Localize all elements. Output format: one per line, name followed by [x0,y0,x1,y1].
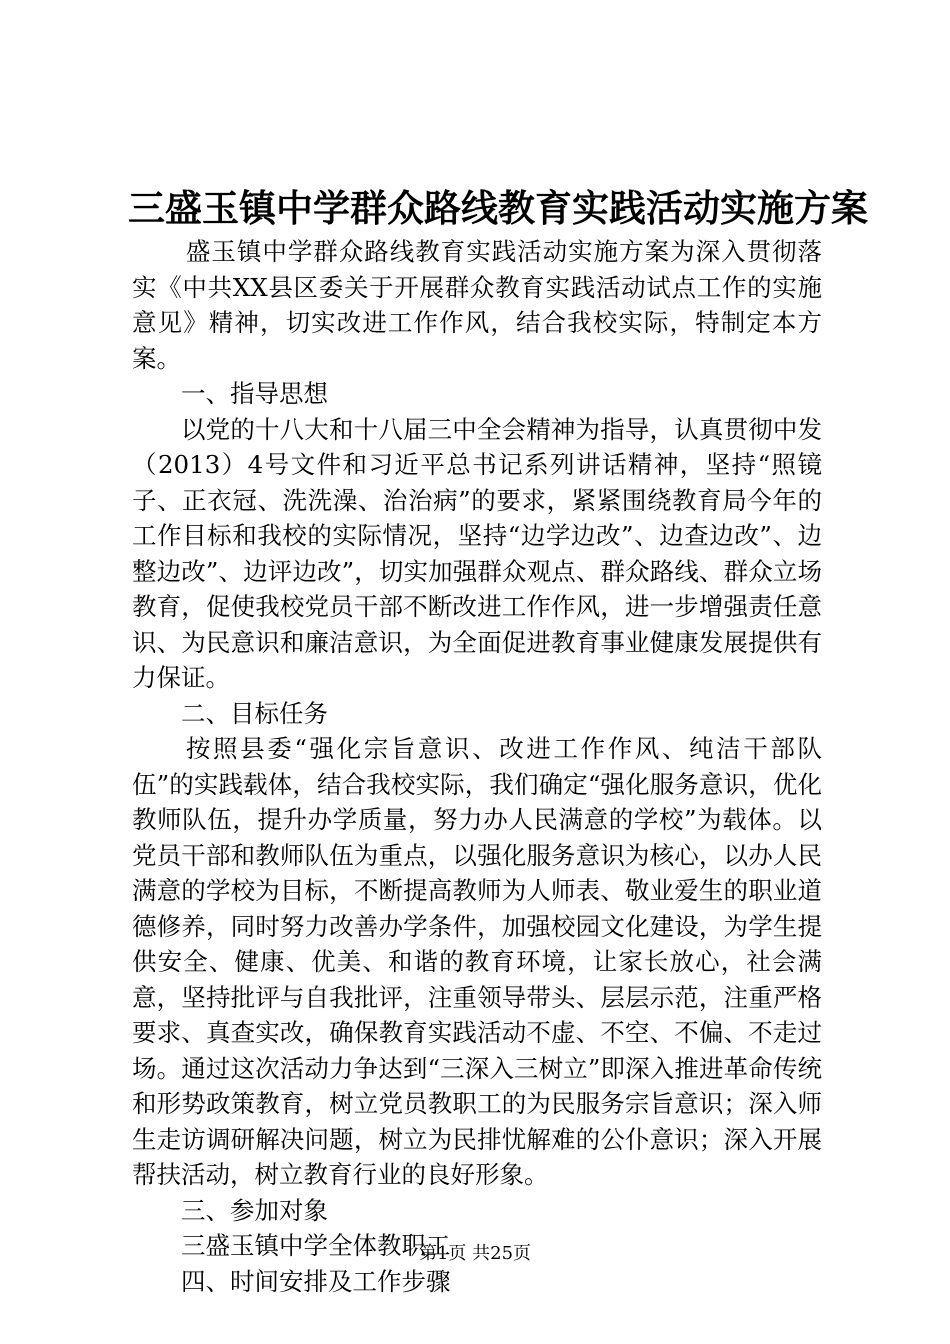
guiding-ideology-paragraph: 以党的十八大和十八届三中全会精神为指导，认真贯彻中发（2013）4号文件和习近平总书记系列讲话精神，坚持“照镜子、正衣冠、洗洗澡、治治病”的要求，紧紧围绕教育局今年的工作目标和我校的实际情况，坚持“边学边改”、边查边改”、边整边改”、边评边改”，切实加强群众观点、群众路线、群众立场教育，促使我校党员干部不断改进工作作风，进一步增强责任意识、为民意识和廉洁意识，为全面促进教育事业健康发展提供有力保证。 [132,414,822,692]
document-title: 三盛玉镇中学群众路线教育实践活动实施方案 [128,187,868,230]
section-heading-guiding-ideology: 一、指导思想 [181,379,328,408]
participants-paragraph: 三盛玉镇中学全体教职工 [181,1231,451,1260]
section-heading-schedule: 四、时间安排及工作步骤 [181,1266,451,1296]
document-body [132,234,822,1299]
section-heading-participants: 三、参加对象 [181,1195,328,1225]
intro-paragraph: 盛玉镇中学群众路线教育实践活动实施方案为深入贯彻落实《中共XX县区委关于开展群众教育实践活动试点工作的实施意见》精神，切实改进工作作风，结合我校实际，特制定本方案。 [132,237,822,373]
page-number-footer: 第1页 共25页 [418,1243,532,1264]
section-heading-goals: 二、目标任务 [181,698,328,728]
goals-paragraph: 按照县委“强化宗旨意识、改进工作作风、纯洁干部队伍”的实践载体，结合我校实际，我们确定“强化服务意识，优化教师队伍，提升办学质量，努力办人民满意的学校”为载体。以党员干部和教师队伍为重点，以强化服务意识为核心，以办人民满意的学校为目标，不断提高教师为人师表、敬业爱生的职业道德修养，同时努力改善办学条件，加强校园文化建设，为学生提供安全、健康、优美、和谐的教育环境，让家长放心，社会满意，坚持批评与自我批评，注重领导带头、层层示范，注重严格要求、真查实改，确保教育实践活动不虚、不空、不偏、不走过场。通过这次活动力争达到“三深入三树立”即深入推进革命传统和形势政策教育，树立党员教职工的为民服务宗旨意识；深入师生走访调研解决问题，树立为民排忧解难的公仆意识；深入开展帮扶活动，树立教育行业的良好形象。 [132,734,822,1189]
